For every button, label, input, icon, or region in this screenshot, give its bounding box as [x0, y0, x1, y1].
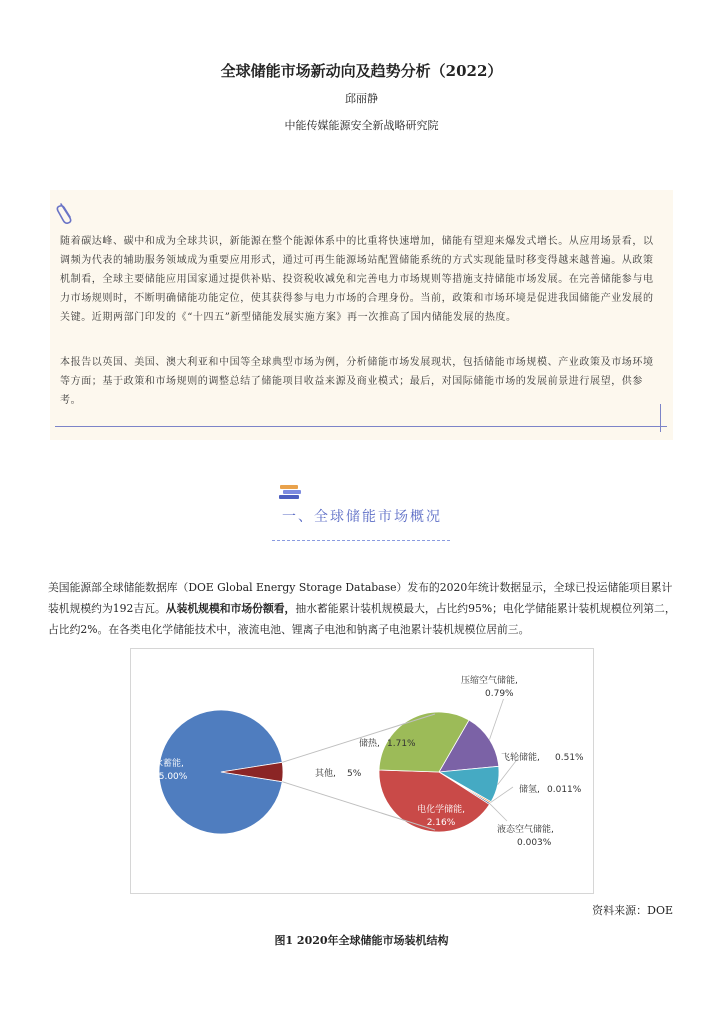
pie-chart-svg	[131, 649, 593, 893]
body-text-after-bold: 抽水蓄能累计装机规模最大，占比约95%；电化学储能累计装机规模位列第二，占比约2%。在各类电化学储能技术中，液流电池、锂离子电池和钠离子电池累计装机规模位居前三。	[48, 602, 676, 636]
pie-chart	[130, 648, 594, 894]
figure-caption: 图1 2020年全球储能市场装机结构	[274, 934, 449, 947]
label-compressed-air: 压缩空气储能,	[461, 676, 518, 686]
organization-name: 中能传媒能源安全新战略研究院	[284, 119, 439, 132]
books-icon	[278, 482, 304, 502]
leader-compressed-air	[489, 699, 503, 740]
chart-source: 资料来源：DOE	[592, 904, 673, 917]
label-hydrogen-value: 0.011%	[547, 785, 582, 795]
section-title: 一、全球储能市场概况	[282, 509, 442, 525]
label-flywheel-value: 0.51%	[555, 753, 584, 763]
abstract-divider	[55, 426, 667, 427]
abstract-paragraph-1: 随着碳达峰、碳中和成为全球共识，新能源在整个能源体系中的比重将快速增加，储能有望迎来爆发式增长。从应用场景看，以调频为代表的辅助服务领域成为重要应用形式，通过可再生能源场站配置储能系统的方式实现能量时移变得越来越普遍。从政策机制看，全球主要储能应用国家通过提供补贴、投资税收减免和完善电力市场规则等措施支持储能市场发展。在完善储能参与电力市场规则时，不断明确储能功能定位，使其获得参与电力市场的合理身份。当前，政策和市场环境是促进我国储能产业发展的关键。近期两部门印发的《“十四五”新型储能发展实施方案》再一次推高了国内储能发展的热度。	[60, 236, 654, 323]
leader-liquid-air	[490, 804, 507, 821]
body-text-before-bold: 美国能源部全球储能数据库（DOE Global Energy Storage Database）发布的2020年统计数据显示，全球已投运储能项目累计装机规模约为192吉瓦。	[48, 581, 673, 615]
label-other: 其他,	[315, 769, 336, 779]
label-compressed-air-value: 0.79%	[485, 689, 514, 699]
abstract-box	[50, 190, 673, 440]
label-liquid-air: 液态空气储能,	[497, 825, 554, 835]
label-pumped-hydro-value: 95.00%	[153, 772, 188, 782]
section-divider	[272, 540, 450, 541]
paperclip-icon	[56, 200, 76, 226]
label-pumped-hydro: 抽水蓄能,	[145, 759, 184, 769]
document-title: 全球储能市场新动向及趋势分析（2022）	[220, 62, 503, 80]
abstract-paragraph-2: 本报告以英国、美国、澳大利亚和中国等全球典型市场为例，分析储能市场发展现状，包括储能市场规模、产业政策及市场环境等方面；基于政策和市场规则的调整总结了储能项目收益来源及商业模式；最后，对国际储能市场的发展前景进行展望，供参考。	[60, 357, 654, 406]
label-liquid-air-value: 0.003%	[517, 838, 552, 848]
label-electrochemical-value: 2.16%	[426, 818, 456, 828]
abstract-corner-mark	[660, 404, 661, 432]
label-other-value: 5%	[347, 769, 362, 779]
label-flywheel: 飞轮储能,	[501, 753, 540, 763]
body-paragraph	[48, 577, 678, 640]
label-electrochemical: 电化学储能,	[417, 805, 465, 815]
label-hydrogen: 储氢,	[519, 785, 540, 795]
label-thermal: 储热,	[359, 739, 380, 749]
author-name: 邱丽静	[345, 92, 378, 105]
label-thermal-value: 1.71%	[387, 739, 416, 749]
body-bold-phrase: 从装机规模和市场份额看，	[165, 602, 296, 615]
